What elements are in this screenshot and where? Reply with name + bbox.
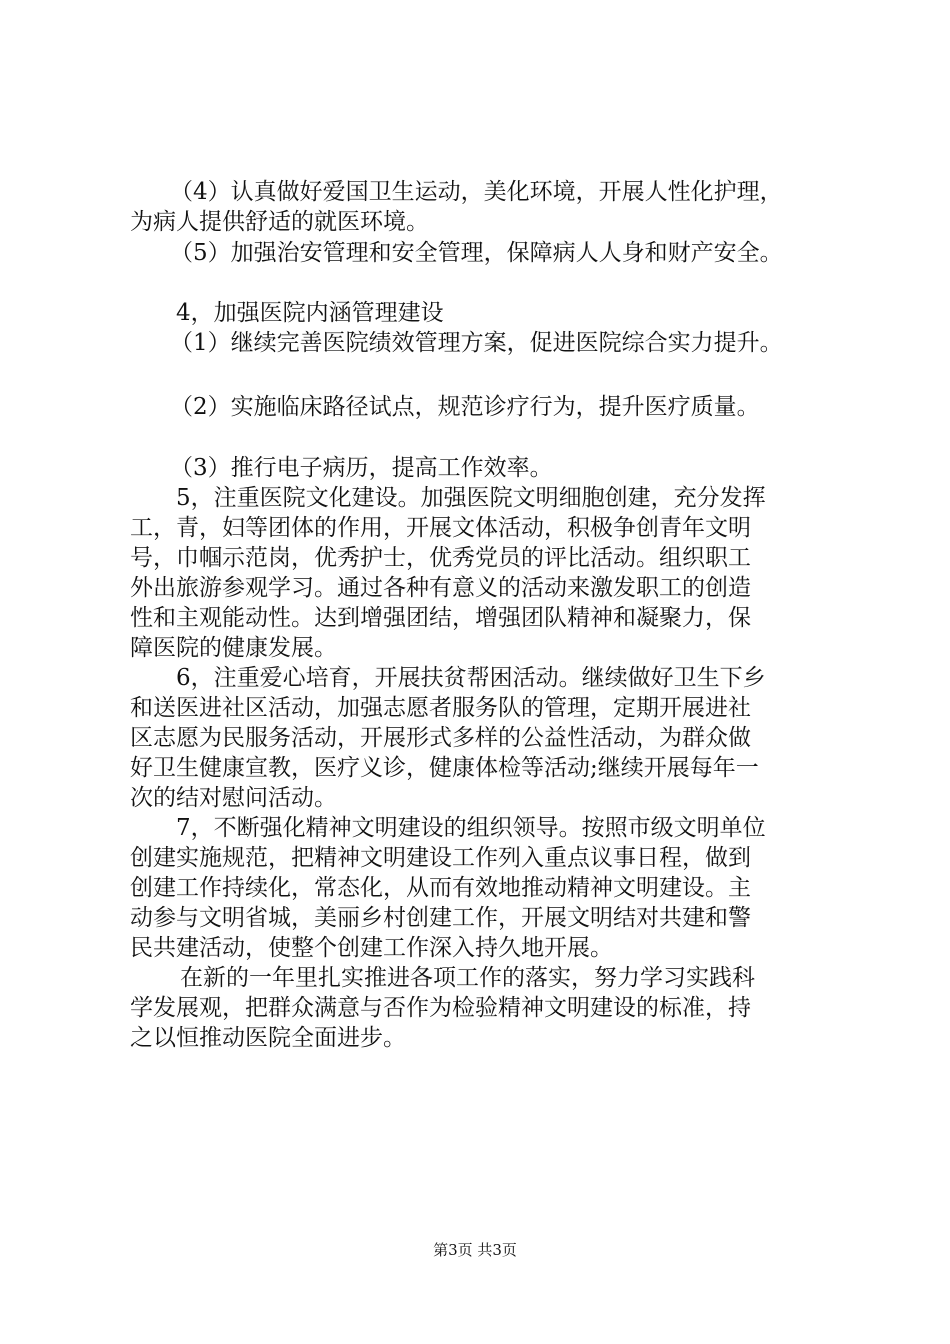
paragraph-line: （3）推行电子病历，提高工作效率。 — [170, 455, 553, 481]
paragraph-line: （2）实施临床路径试点，规范诊疗行为，提升医疗质量。 — [170, 394, 760, 420]
paragraph-line: 工，青，妇等团体的作用，开展文体活动，积极争创青年文明 — [130, 515, 751, 541]
section-heading: 5，注重医院文化建设。加强医院文明细胞创建，充分发挥 — [176, 485, 766, 511]
paragraph-line: 创建实施规范，把精神文明建设工作列入重点议事日程，做到 — [130, 845, 751, 871]
paragraph-line: 民共建活动，使整个创建工作深入持久地开展。 — [130, 935, 613, 961]
paragraph-line: 区志愿为民服务活动，开展形式多样的公益性活动，为群众做 — [130, 725, 751, 751]
paragraph-line: 和送医进社区活动，加强志愿者服务队的管理，定期开展进社 — [130, 695, 751, 721]
paragraph-line: （5）加强治安管理和安全管理，保障病人人身和财产安全。 — [170, 240, 783, 266]
section-heading: 4，加强医院内涵管理建设 — [176, 300, 444, 326]
paragraph-line: 外出旅游参观学习。通过各种有意义的活动来激发职工的创造 — [130, 575, 751, 601]
paragraph-line: 性和主观能动性。达到增强团结，增强团队精神和凝聚力，保 — [130, 605, 751, 631]
page-footer: 第3页 共3页 — [433, 1241, 517, 1259]
paragraph-line: 次的结对慰问活动。 — [130, 785, 337, 811]
paragraph-line: 创建工作持续化，常态化，从而有效地推动精神文明建设。主 — [130, 875, 751, 901]
paragraph-line: 之以恒推动医院全面进步。 — [130, 1025, 406, 1051]
section-heading: 6，注重爱心培育，开展扶贫帮困活动。继续做好卫生下乡 — [176, 665, 766, 691]
paragraph-line: 障医院的健康发展。 — [130, 635, 337, 661]
paragraph-line: 为病人提供舒适的就医环境。 — [130, 209, 429, 235]
paragraph-line: 在新的一年里扎实推进各项工作的落实，努力学习实践科 — [180, 965, 755, 991]
paragraph-line: 号，巾帼示范岗，优秀护士，优秀党员的评比活动。组织职工 — [130, 545, 751, 571]
section-heading: 7，不断强化精神文明建设的组织领导。按照市级文明单位 — [176, 815, 766, 841]
paragraph-line: 学发展观，把群众满意与否作为检验精神文明建设的标准，持 — [130, 995, 751, 1021]
paragraph-line: （1）继续完善医院绩效管理方案，促进医院综合实力提升。 — [170, 330, 783, 356]
paragraph-line: （4）认真做好爱国卫生运动，美化环境，开展人性化护理， — [170, 179, 783, 205]
paragraph-line: 好卫生健康宣教，医疗义诊，健康体检等活动;继续开展每年一 — [130, 755, 759, 781]
paragraph-line: 动参与文明省城，美丽乡村创建工作，开展文明结对共建和警 — [130, 905, 751, 931]
